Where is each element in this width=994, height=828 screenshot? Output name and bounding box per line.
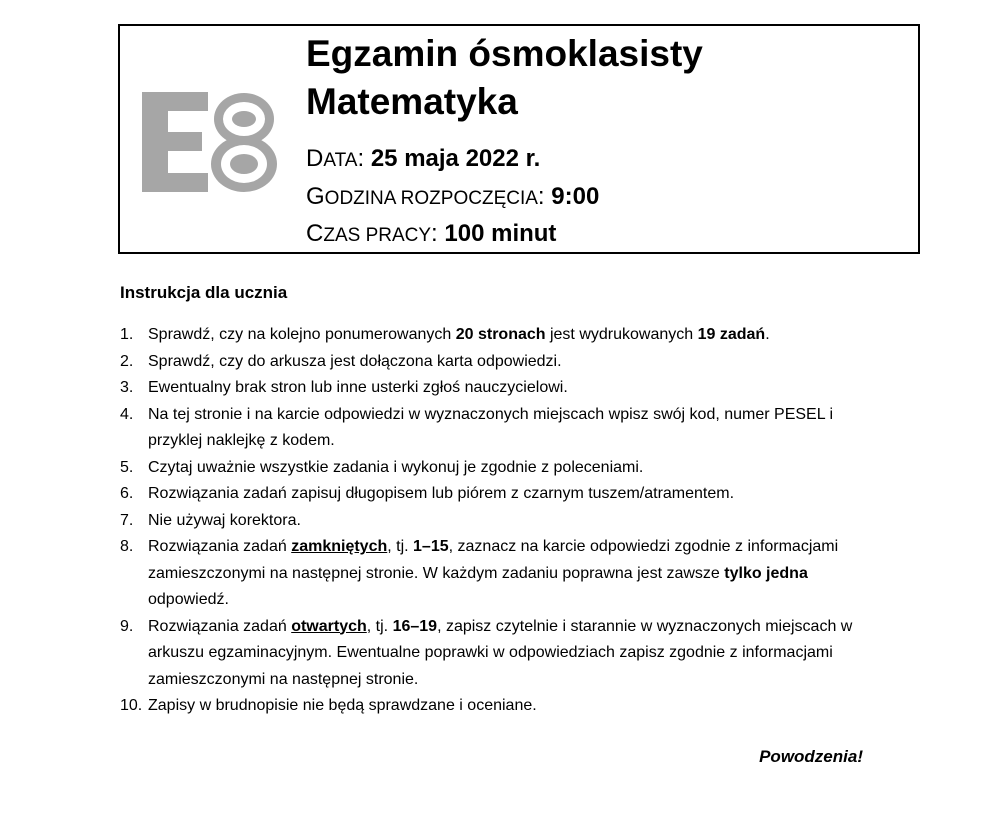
instruction-text: Nie używaj korektora. — [148, 511, 301, 529]
instruction-number: 10. — [120, 697, 143, 714]
instruction-emphasis: tylko jedna — [724, 564, 808, 582]
instruction-item — [120, 614, 880, 694]
instruction-item — [120, 508, 880, 535]
instruction-item — [120, 349, 880, 376]
exam-duration-label-initial: C — [306, 220, 324, 247]
exam-date-colon: : — [357, 145, 371, 172]
instruction-number: 9. — [120, 617, 134, 635]
instruction-number: 1. — [120, 326, 134, 343]
exam-start-time-label-initial: G — [306, 183, 325, 210]
instruction-number: 5. — [120, 458, 134, 476]
instruction-text: odpowiedź. — [148, 591, 229, 608]
exam-date-label-rest: ATA — [323, 150, 358, 171]
exam-title-line-2: Matematyka — [306, 81, 518, 122]
exam-date — [306, 144, 540, 176]
exam-duration-label-rest: ZAS PRACY — [323, 225, 432, 246]
instructions-list — [120, 322, 880, 720]
exam-start-time — [306, 182, 599, 214]
exam-title-line-1: Egzamin ósmoklasisty — [306, 33, 703, 74]
instruction-number: 6. — [120, 485, 134, 502]
instructions-heading: Instrukcja dla ucznia — [120, 283, 288, 302]
instruction-text: Rozwiązania zadań — [148, 538, 292, 555]
instruction-emphasis: 16–19 — [392, 617, 438, 635]
exam-date-value: 25 maja 2022 r. — [370, 145, 541, 172]
exam-duration-colon: : — [431, 220, 445, 247]
instruction-item — [120, 693, 880, 720]
instruction-text: jest wydrukowanych — [545, 326, 698, 343]
exam-duration-value: 100 minut — [444, 220, 557, 247]
instruction-item — [120, 455, 880, 482]
instruction-emphasis: zamkniętych — [291, 538, 388, 555]
good-luck-text: Powodzenia! — [759, 747, 863, 766]
instruction-text: Zapisy w brudnopisie nie będą sprawdzane i oceniane. — [148, 697, 537, 714]
instruction-emphasis-wrap — [291, 538, 387, 555]
instruction-emphasis-wrap — [291, 618, 367, 635]
exam-duration — [306, 219, 556, 251]
instruction-text: , tj. — [366, 617, 393, 635]
instruction-text: Rozwiązania zadań — [148, 617, 292, 635]
instruction-text: , tj. — [387, 538, 414, 555]
instruction-item — [120, 402, 880, 455]
instruction-text: Sprawdź, czy do arkusza jest dołączona karta odpowiedzi. — [148, 352, 562, 370]
instruction-number: 4. — [120, 405, 134, 423]
instruction-text: Rozwiązania zadań zapisuj długopisem lub piórem z czarnym tuszem/atramentem. — [148, 485, 735, 502]
instruction-number: 3. — [120, 379, 134, 396]
instruction-text: , zapisz czytelnie i starannie w wyznaczonych miejscach w arkuszu egzaminacyjnym. Ewentualne poprawki w odpowiedziach zapisz zgodnie z informacjami zamieszczonymi na następnej stronie. — [148, 617, 853, 688]
instruction-item — [120, 481, 880, 508]
instruction-text: Sprawdź, czy na kolejno ponumerowanych — [148, 326, 456, 343]
e8-logo-icon — [142, 92, 278, 192]
instruction-item — [120, 375, 880, 402]
instruction-number: 8. — [120, 538, 134, 555]
exam-start-time-label-rest: ODZINA ROZPOCZĘCIA — [324, 188, 538, 209]
exam-date-label-initial: D — [306, 145, 324, 172]
exam-start-time-value: 9:00 — [551, 183, 600, 210]
instruction-emphasis: otwartych — [291, 617, 367, 635]
instruction-text: . — [765, 326, 770, 343]
instruction-text: Ewentualny brak stron lub inne usterki zgłoś nauczycielowi. — [148, 379, 568, 396]
exam-start-time-colon: : — [537, 183, 552, 210]
instruction-item — [120, 322, 880, 349]
instruction-emphasis: 1–15 — [413, 538, 449, 555]
instruction-text: Czytaj uważnie wszystkie zadania i wykonuj je zgodnie z poleceniami. — [148, 458, 644, 476]
instruction-number: 2. — [120, 352, 134, 370]
instruction-item — [120, 534, 880, 614]
instruction-text: , zaznacz na karcie odpowiedzi zgodnie z informacjami zamieszczonymi na następnej stronie. W każdym zadaniu poprawna jest zawsze — [148, 538, 839, 582]
instruction-emphasis: 19 zadań — [697, 326, 766, 343]
exam-header-box — [118, 24, 920, 254]
instruction-number: 7. — [120, 511, 134, 529]
exam-title — [306, 30, 703, 126]
instruction-text: Na tej stronie i na karcie odpowiedzi w wyznaczonych miejscach wpisz swój kod, numer PESEL i przyklej naklejkę z kodem. — [148, 405, 834, 449]
instruction-emphasis: 20 stronach — [455, 326, 546, 343]
